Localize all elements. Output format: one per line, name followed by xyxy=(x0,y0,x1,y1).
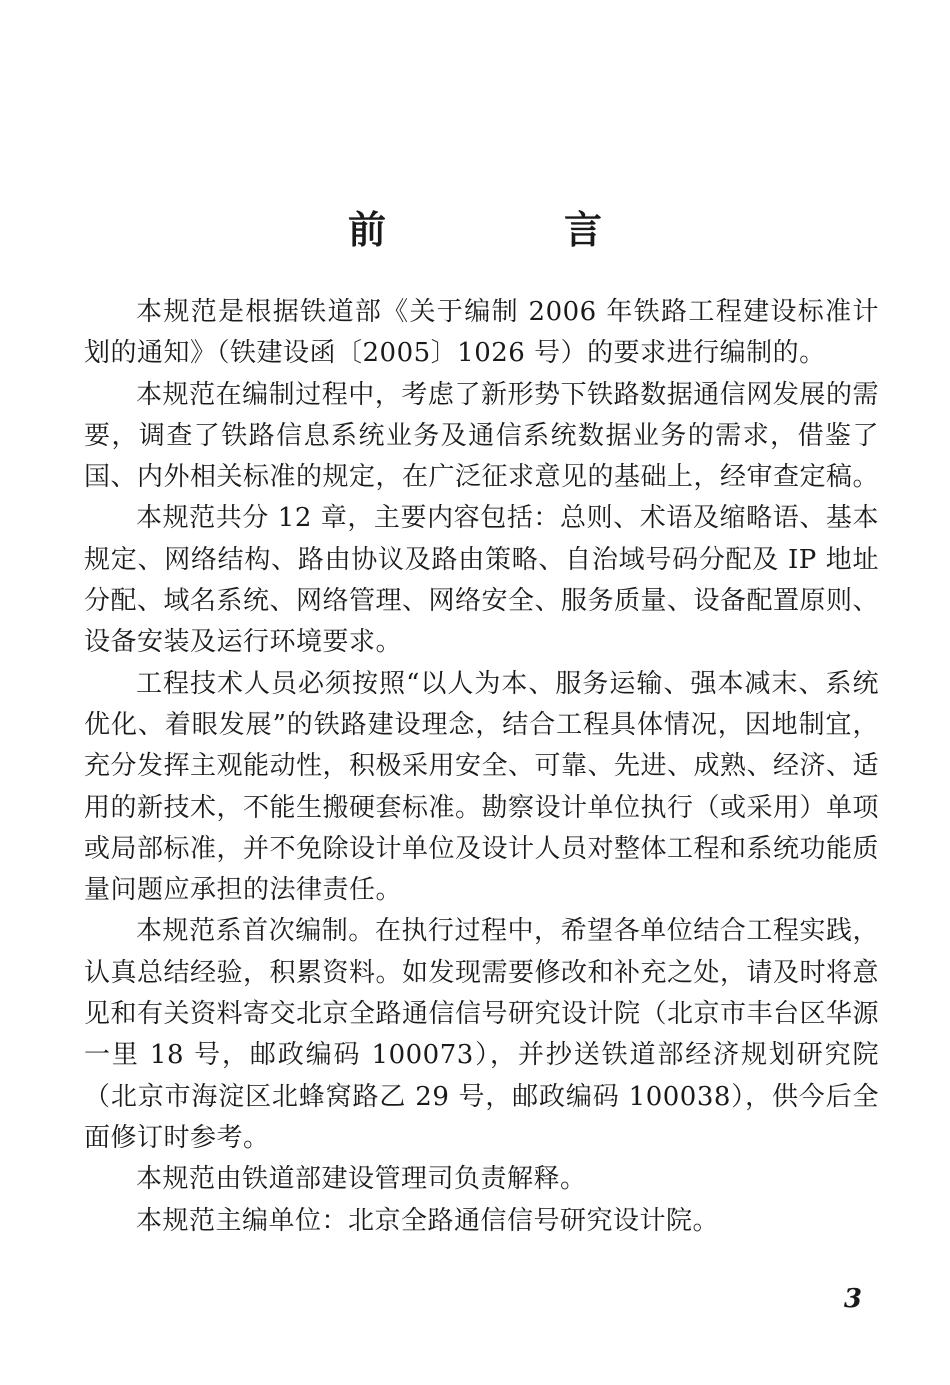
paragraph-main-contents: 本规范共分 12 章，主要内容包括：总则、术语及缩略语、基本规定、网络结构、路由协议及路由策略、自治域号码分配及 IP 地址分配、域名系统、网络管理、网络安全、服务质量、设备配置原则、设备安装及运行环境要求。 xyxy=(84,503,880,658)
paragraph-compilation-process: 本规范在编制过程中，考虑了新形势下铁路数据通信网发展的需要，调查了铁路信息系统业务及通信系统数据业务的需求，借鉴了国、内外相关标准的规定，在广泛征求意见的基础上，经审查定稿。 xyxy=(84,379,880,493)
paragraph-engineering-requirements: 工程技术人员必须按照“以人为本、服务运输、强本减末、系统优化、着眼发展”的铁路建设理念，结合工程具体情况，因地制宜，充分发挥主观能动性，积极采用安全、可靠、先进、成熟、经济、适用的新技术，不能生搬硬套标准。勘察设计单位执行（或采用）单项或局部标准，并不免除设计单位及设计人员对整体工程和系统功能质量问题应承担的法律责任。 xyxy=(84,668,880,906)
preface-body xyxy=(84,292,879,1242)
paragraph-interpretation: 本规范由铁道部建设管理司负责解释。 xyxy=(136,1164,587,1195)
paragraph-chief-editor: 本规范主编单位：北京全路通信信号研究设计院。 xyxy=(136,1205,720,1236)
page-number: 3 xyxy=(843,1284,862,1314)
paragraph-feedback-request: 本规范系首次编制。在执行过程中，希望各单位结合工程实践，认真总结经验，积累资料。如发现需要修改和补充之处，请及时将意见和有关资料寄交北京全路通信信号研究设计院（北京市丰台区华源一里 18 号，邮政编码 100073），并抄送铁道部经济规划研究院（北京市海淀区北蜂窝路乙 29 号，邮政编码 100038），供今后全面修订时参考。 xyxy=(84,916,880,1153)
page-title: 前 言 xyxy=(347,207,672,252)
paragraph-compilation-basis: 本规范是根据铁道部《关于编制 2006 年铁路工程建设标准计划的通知》（铁建设函〔2005〕1026 号）的要求进行编制的。 xyxy=(84,297,879,369)
